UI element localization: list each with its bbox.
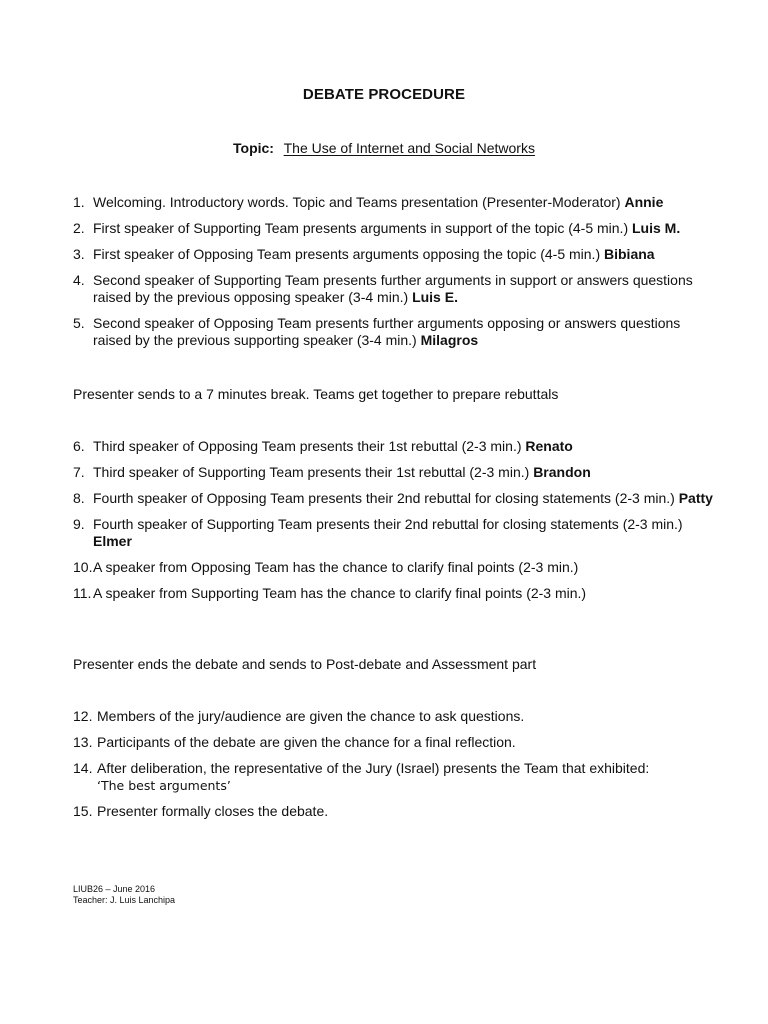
list-item — [73, 438, 713, 455]
item-number: 3. — [73, 246, 85, 262]
end-note: Presenter ends the debate and sends to Post-debate and Assessment part — [73, 656, 537, 672]
procedure-list-part-3 — [73, 708, 713, 829]
list-item — [73, 708, 713, 725]
item-number: 14. — [73, 760, 93, 776]
item-number: 7. — [73, 464, 85, 480]
list-item — [73, 272, 713, 306]
speaker-name: Brandon — [533, 464, 591, 480]
speaker-name: Milagros — [420, 332, 479, 348]
procedure-list-part-1 — [73, 194, 713, 358]
item-text: Fourth speaker of Opposing Team presents their 2nd rebuttal for closing statements (2-3 min.) — [93, 490, 679, 506]
item-number: 13. — [73, 734, 93, 750]
list-item — [73, 220, 713, 237]
list-item — [73, 559, 713, 576]
list-item — [73, 194, 713, 211]
list-item — [73, 734, 713, 751]
speaker-name: Luis E. — [412, 289, 458, 305]
speaker-name: Luis M. — [632, 220, 681, 236]
item-number: 15. — [73, 803, 93, 819]
list-item — [73, 464, 713, 481]
break-note: Presenter sends to a 7 minutes break. Teams get together to prepare rebuttals — [73, 386, 559, 402]
list-item — [73, 803, 713, 820]
procedure-list-part-2 — [73, 438, 713, 611]
topic-label: Topic: — [233, 140, 274, 156]
item-text: Second speaker of Opposing Team presents further arguments opposing or answers questions raised by the previous supporting speaker (3-4 min.) — [93, 315, 681, 348]
footer — [73, 884, 175, 906]
speaker-name: Elmer — [93, 533, 132, 549]
page-title: DEBATE PROCEDURE — [302, 86, 466, 103]
item-number: 4. — [73, 272, 85, 288]
list-item — [73, 516, 713, 550]
speaker-name: Bibiana — [604, 246, 655, 262]
footer-teacher: Teacher: J. Luis Lanchipa — [73, 895, 176, 905]
item-number: 10. — [73, 559, 93, 575]
item-text: Participants of the debate are given the chance for a final reflection. — [97, 734, 516, 750]
item-number: 9. — [73, 516, 85, 532]
topic-value: The Use of Internet and Social Networks — [283, 140, 535, 156]
item-text: Second speaker of Supporting Team presents further arguments in support or answers questions raised by the previous opposing speaker (3-4 min.) — [93, 272, 693, 305]
item-number: 8. — [73, 490, 85, 506]
item-number: 5. — [73, 315, 85, 331]
jury-quote: ‘The best arguments’ — [97, 778, 231, 793]
item-number: 6. — [73, 438, 85, 454]
item-text: Members of the jury/audience are given the chance to ask questions. — [97, 708, 525, 724]
item-text: Third speaker of Supporting Team presents their 1st rebuttal (2-3 min.) — [93, 464, 534, 480]
item-text: Presenter formally closes the debate. — [97, 803, 329, 819]
topic-line — [0, 140, 768, 156]
item-number: 12. — [73, 708, 93, 724]
list-item — [73, 315, 713, 349]
item-text: First speaker of Supporting Team presents arguments in support of the topic (4-5 min.) — [93, 220, 632, 236]
speaker-name: Renato — [525, 438, 573, 454]
list-item — [73, 490, 713, 507]
footer-course-date: LIUB26 – June 2016 — [73, 884, 156, 894]
item-number: 1. — [73, 194, 85, 210]
item-number: 2. — [73, 220, 85, 236]
item-text: A speaker from Supporting Team has the chance to clarify final points (2-3 min.) — [93, 585, 587, 601]
list-item — [73, 760, 713, 794]
list-item — [73, 246, 713, 263]
speaker-name: Patty — [678, 490, 713, 506]
item-text: First speaker of Opposing Team presents arguments opposing the topic (4-5 min.) — [93, 246, 604, 262]
item-text: A speaker from Opposing Team has the chance to clarify final points (2-3 min.) — [93, 559, 579, 575]
item-text: Third speaker of Opposing Team presents their 1st rebuttal (2-3 min.) — [93, 438, 526, 454]
item-text: After deliberation, the representative of the Jury (Israel) presents the Team that exhibited: — [97, 760, 650, 776]
item-text: Fourth speaker of Supporting Team presents their 2nd rebuttal for closing statements (2-3 min.) — [93, 516, 683, 532]
list-item — [73, 585, 713, 602]
item-number: 11. — [73, 585, 92, 601]
item-text: Welcoming. Introductory words. Topic and Teams presentation (Presenter-Moderator) — [93, 194, 625, 210]
speaker-name: Annie — [624, 194, 664, 210]
